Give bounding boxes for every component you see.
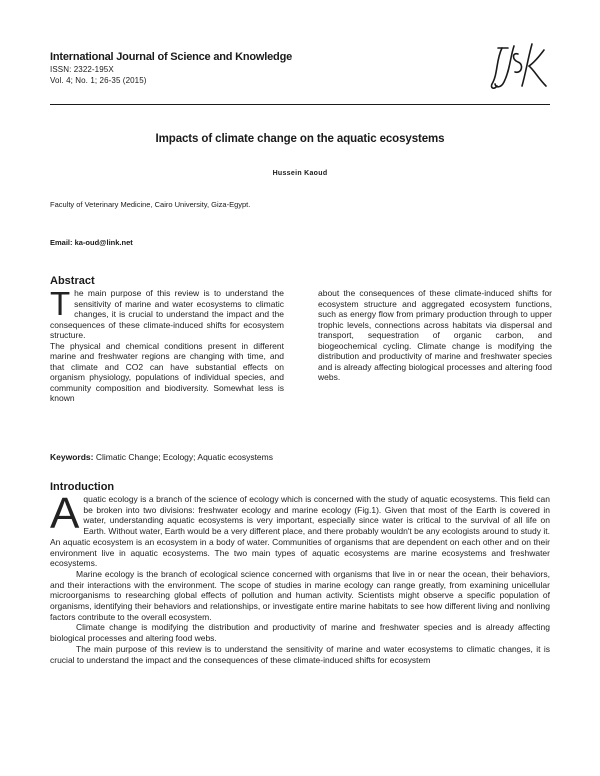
author-email[interactable]: Email: ka-oud@link.net — [50, 238, 133, 247]
intro-paragraph: Climate change is modifying the distribution and productivity of marine and freshwater species and is already affecting biological processes and altering food webs. — [50, 622, 550, 644]
journal-header — [50, 51, 450, 86]
abstract-paragraph — [50, 285, 284, 341]
header-divider — [50, 104, 550, 105]
intro-paragraph: The main purpose of this review is to understand the sensitivity of marine and water ecosystems to climatic changes, it is crucial to understand the impact and the consequences of these climate-induced shifts for ecosystem — [50, 643, 550, 665]
keywords-text: Climatic Change; Ecology; Aquatic ecosystems — [93, 452, 273, 462]
author-affiliation: Faculty of Veterinary Medicine, Cairo University, Giza-Egypt. — [50, 200, 251, 209]
article-author: Hussein Kaoud — [272, 170, 328, 177]
abstract-paragraph: The physical and chemical conditions present in different marine and freshwater regions are changing with time, and that climate and CO2 can have substantial effects on organism physiology, populations of individual species, and community composition and biodiversity. Somewhat less is known — [50, 340, 284, 403]
abstract-paragraph-text: he main purpose of this review is to understand the sensitivity of marine and water ecosystems to climatic changes, it is crucial to understand the impact and the consequences of these climate-induced shifts for ecosystem structure. — [50, 288, 284, 340]
intro-paragraph-text: quatic ecology is a branch of the science of ecology which is concerned with the study of aquatic ecosystems. This field can be broken into two divisions: freshwater ecology and marine ecology (Fig.1). Given that most of the Earth is covered in water, understanding aquatic ecosystems is very important, especially since water is critical to the survival of all life on Earth. Without water, Earth would be a very different place, and there probably wouldn't be any ecologists around to study it. An aquatic ecosystem is an ecosystem in a body of water. Communities of organisms that are dependent on each other and on their environment live in aquatic ecosystems. The two main types of aquatic ecosystems are marine ecosystems and freshwater ecosystems. — [50, 494, 550, 569]
article-title: Impacts of climate change on the aquatic ecosystems — [155, 133, 445, 145]
introduction-heading: Introduction — [50, 481, 115, 493]
abstract-column-right — [318, 288, 552, 383]
journal-volume: Vol. 4; No. 1; 26-35 (2015) — [50, 76, 147, 85]
keywords — [50, 452, 273, 462]
journal-issn: ISSN: 2322-195X — [50, 65, 114, 74]
intro-paragraph: Marine ecology is the branch of ecological science concerned with organisms that live in or near the ocean, their behaviors, and their interactions with the environment. The scope of studies in marine ecology can range greatly, from examining unicellular microorganisms to researching global effects of pollution and human activity. Scientists might observe a specific population of organisms, identifying their behaviors and relationships, or investigate entire marine habitats to see how different living and nonliving factors contribute to the overall ecosystem. — [50, 568, 550, 622]
keywords-label: Keywords: — [50, 452, 94, 462]
intro-paragraph — [50, 489, 550, 569]
intro-dropcap: A — [50, 489, 80, 538]
abstract-column-left — [50, 285, 284, 404]
journal-name: International Journal of Science and Knowledge — [50, 51, 293, 63]
abstract-dropcap: T — [50, 285, 71, 322]
introduction-body — [50, 489, 550, 665]
abstract-heading: Abstract — [50, 275, 95, 287]
journal-logo-icon — [488, 40, 552, 92]
abstract-paragraph: about the consequences of these climate-induced shifts for ecosystem structure and aggregated ecosystem functions, such as energy flow from primary production through to upper trophic levels, connections across habitats via dispersal and transport, sequestration of organic carbon, and biogeochemical cycling. Climate change is modifying the distribution and productivity of marine and freshwater species and is already affecting biological processes and altering food webs. — [318, 288, 552, 382]
